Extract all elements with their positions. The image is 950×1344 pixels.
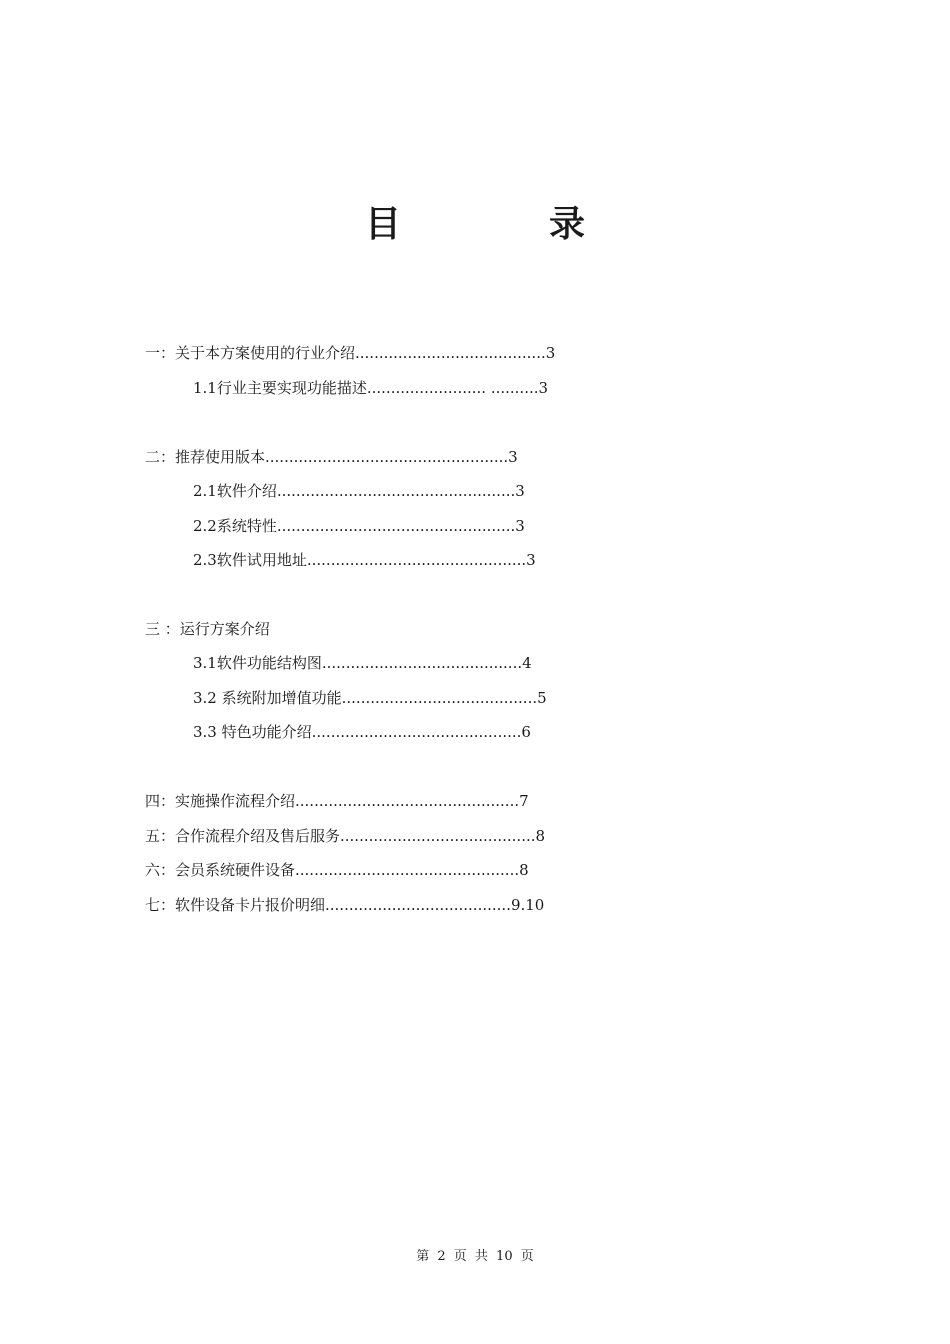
- toc-entry-1-1[interactable]: 1.1行业主要实现功能描述......................... ..........3: [193, 379, 549, 397]
- page-footer: 第 2 页 共 10 页: [416, 1249, 534, 1264]
- toc-entry-2-3[interactable]: 2.3软件试用地址..............................................3: [193, 551, 536, 569]
- toc-entry-4[interactable]: 四：实施操作流程介绍...............................................7: [145, 792, 529, 810]
- toc-entry-3-3[interactable]: 3.3 特色功能介绍............................................6: [193, 723, 531, 741]
- toc-entry-2-1[interactable]: 2.1软件介绍..................................................3: [193, 482, 525, 500]
- page-title: 目 录: [364, 204, 641, 245]
- toc-entry-5[interactable]: 五：合作流程介绍及售后服务.........................................8: [145, 827, 546, 845]
- toc-entry-2-2[interactable]: 2.2系统特性..................................................3: [193, 517, 525, 535]
- toc-entry-1[interactable]: 一：关于本方案使用的行业介绍........................................3: [145, 344, 556, 362]
- toc-entry-7[interactable]: 七：软件设备卡片报价明细.......................................9.10: [145, 896, 545, 914]
- toc-entry-3-1[interactable]: 3.1软件功能结构图..........................................4: [193, 654, 532, 672]
- toc-entry-3[interactable]: 三 ：运行方案介绍: [145, 620, 270, 638]
- toc-entry-6[interactable]: 六：会员系统硬件设备...............................................8: [145, 861, 529, 879]
- toc-entry-3-2[interactable]: 3.2 系统附加增值功能.........................................5: [193, 689, 547, 707]
- toc-entry-2[interactable]: 二：推荐使用版本...................................................3: [145, 448, 518, 466]
